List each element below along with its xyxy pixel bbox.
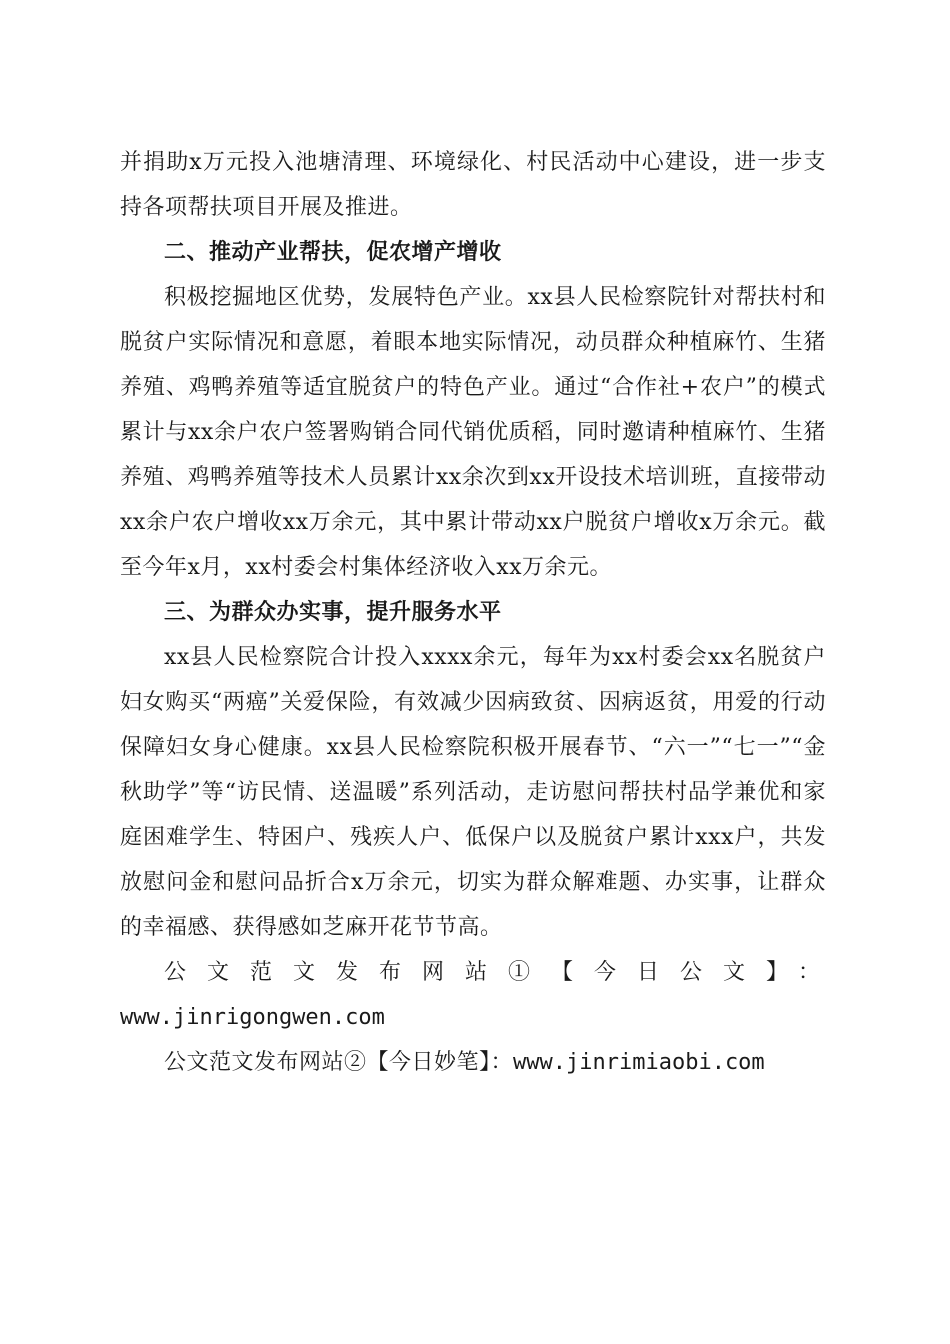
site-1-url-line (120, 995, 826, 1040)
section-heading-3: 三、为群众办实事，提升服务水平 (164, 600, 502, 625)
site-2-label: 公文范文发布网站②【今日妙笔】： (164, 1050, 514, 1075)
site-2-line (120, 1040, 826, 1085)
site-1-url[interactable]: www.jinrigongwen.com (120, 1005, 385, 1030)
paragraph-industry-support: 积极挖掘地区优势，发展特色产业。xx县人民检察院针对帮扶村和脱贫户实际情况和意愿，着眼本地实际情况，动员群众种植麻竹、生猪养殖、鸡鸭养殖等适宜脱贫户的特色产业。通过“合作社+农户”的模式累计与xx余户农户签署购销合同代销优质稻，同时邀请种植麻竹、生猪养殖、鸡鸭养殖等技术人员累计xx余次到xx开设技术培训班，直接带动xx余户农户增收xx万余元，其中累计带动xx户脱贫户增收x万余元。截至今年x月，xx村委会村集体经济收入xx万余元。 (120, 285, 826, 580)
site-2-url[interactable]: www.jinrimiaobi.com (513, 1050, 765, 1075)
paragraph-continuation: 并捐助x万元投入池塘清理、环境绿化、村民活动中心建设，进一步支持各项帮扶项目开展及推进。 (120, 150, 826, 220)
site-1-label: 公文范文发布网站①【今日公文】： (164, 960, 826, 985)
section-heading-2: 二、推动产业帮扶，促农增产增收 (164, 240, 502, 265)
paragraph-practical-services: xx县人民检察院合计投入xxxx余元，每年为xx村委会xx名脱贫户妇女购买“两癌”关爱保险，有效减少因病致贫、因病返贫，用爱的行动保障妇女身心健康。xx县人民检察院积极开展春节、“六一”“七一”“金秋助学”等“访民情、送温暖”系列活动，走访慰问帮扶村品学兼优和家庭困难学生、特困户、残疾人户、低保户以及脱贫户累计xxx户，共发放慰问金和慰问品折合x万余元，切实为群众解难题、办实事，让群众的幸福感、获得感如芝麻开花节节高。 (120, 645, 826, 940)
document-page (120, 140, 826, 1085)
